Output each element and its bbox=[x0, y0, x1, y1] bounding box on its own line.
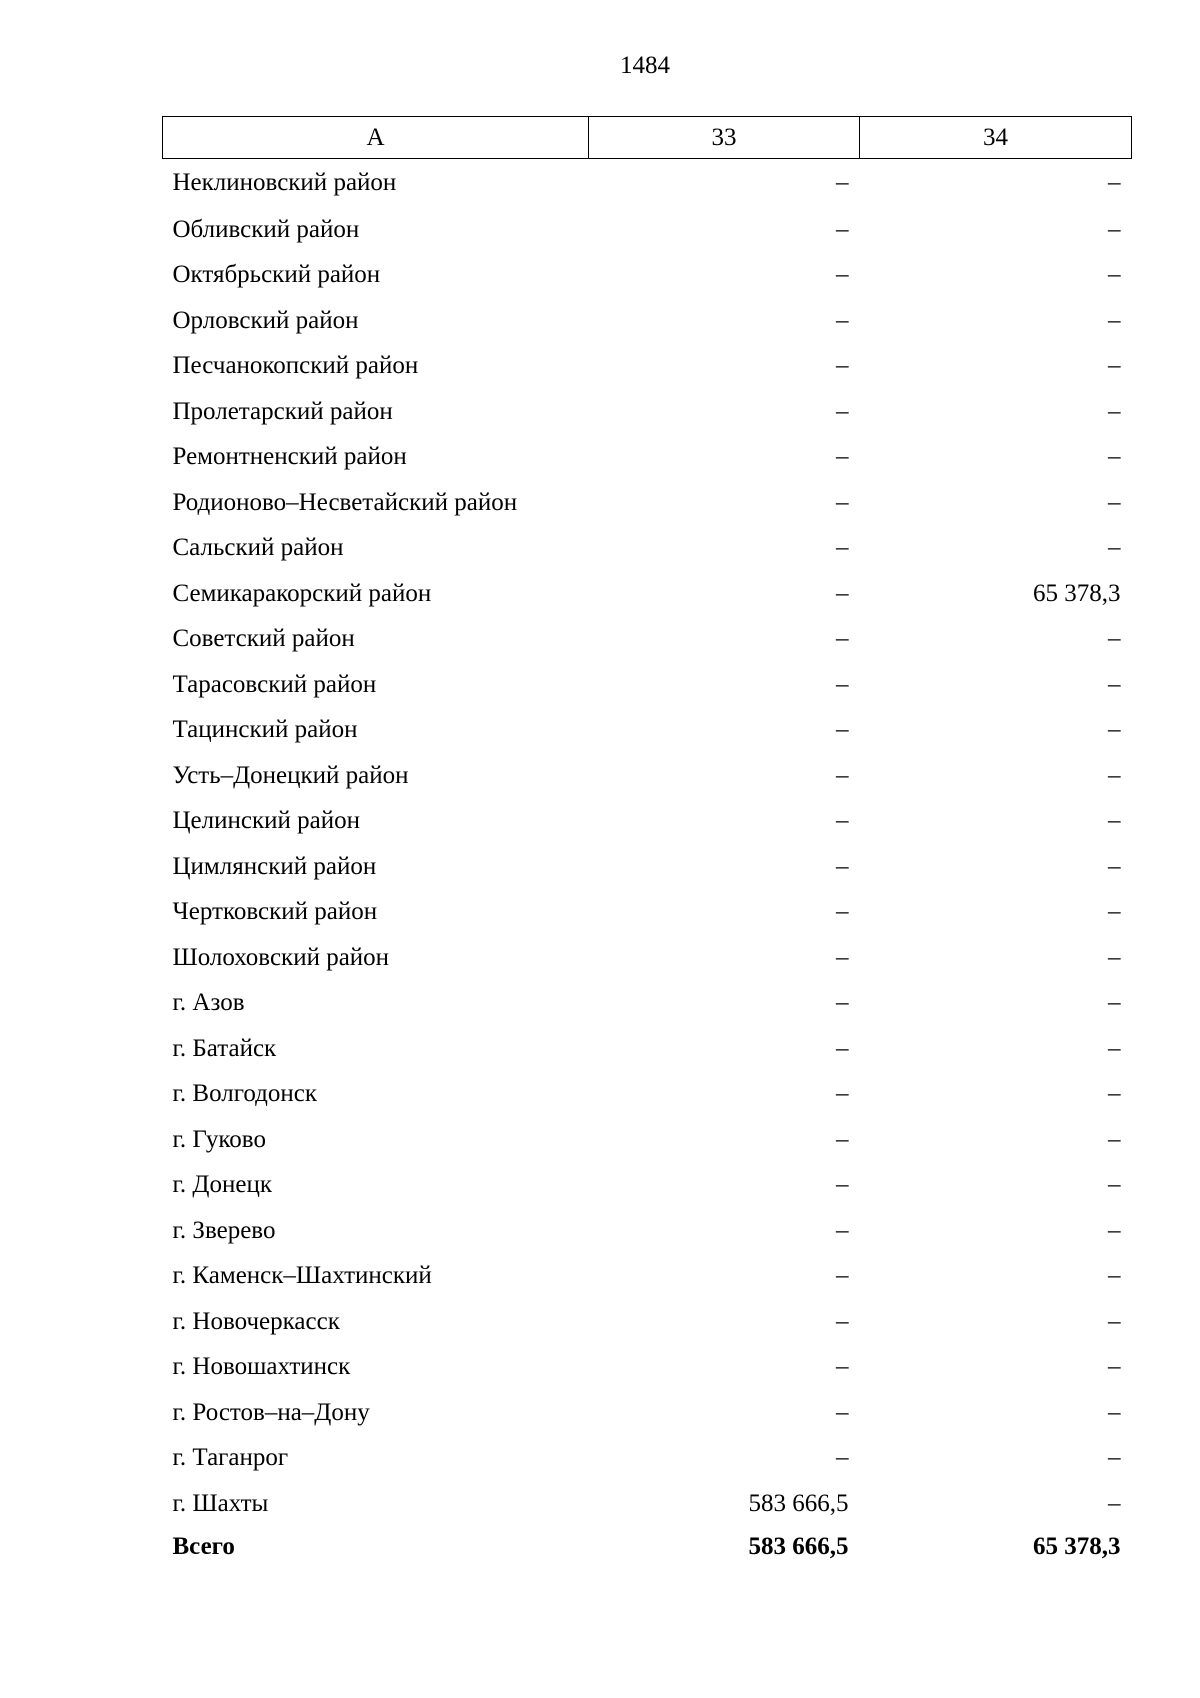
row-name: г. Донецк bbox=[172, 1171, 272, 1199]
table-row bbox=[163, 1117, 1132, 1163]
table-row bbox=[163, 159, 1132, 208]
table-row bbox=[163, 708, 1132, 754]
row-value-33: – bbox=[836, 306, 849, 334]
row-value-33: – bbox=[836, 215, 849, 243]
header-cell-34: 34 bbox=[860, 117, 1132, 159]
row-name: г. Новошахтинск bbox=[172, 1353, 351, 1381]
row-value-34: – bbox=[1108, 261, 1121, 289]
table-row bbox=[163, 662, 1132, 708]
header-row bbox=[163, 117, 1132, 159]
table-row bbox=[163, 298, 1132, 344]
row-name: г. Зверево bbox=[172, 1216, 276, 1244]
row-name: Усть–Донецкий район bbox=[172, 761, 409, 789]
row-value-33: – bbox=[836, 1125, 849, 1153]
row-value-34: – bbox=[1108, 1216, 1121, 1244]
table-row bbox=[163, 1072, 1132, 1118]
table-body bbox=[163, 159, 1132, 1567]
row-value-34: – bbox=[1108, 716, 1121, 744]
row-value-33: – bbox=[836, 852, 849, 880]
table-row bbox=[163, 799, 1132, 845]
table-row bbox=[163, 571, 1132, 617]
row-value-33: – bbox=[836, 397, 849, 425]
header-cell-33: 33 bbox=[589, 117, 860, 159]
row-value-33: – bbox=[836, 989, 849, 1017]
row-value-33: – bbox=[836, 943, 849, 971]
row-value-33: – bbox=[836, 807, 849, 835]
table-row bbox=[163, 1208, 1132, 1254]
row-name: Семикаракорский район bbox=[172, 579, 432, 607]
row-value-33: – bbox=[836, 261, 849, 289]
row-name: Октябрьский район bbox=[172, 261, 381, 289]
table-row bbox=[163, 844, 1132, 890]
row-value-33: – bbox=[836, 1307, 849, 1335]
row-name: Шолоховский район bbox=[172, 943, 390, 971]
row-value-34: – bbox=[1108, 670, 1121, 698]
table-row bbox=[163, 480, 1132, 526]
row-value-34: – bbox=[1108, 488, 1121, 516]
row-name: Пролетарский район bbox=[172, 397, 393, 425]
row-value-33: – bbox=[836, 579, 849, 607]
row-name: Тарасовский район bbox=[172, 670, 377, 698]
row-value-34: – bbox=[1108, 1034, 1121, 1062]
row-value-33: – bbox=[836, 169, 849, 196]
total-value-34: 65 378,3 bbox=[1033, 1532, 1121, 1560]
row-value-33: – bbox=[836, 898, 849, 926]
table-row bbox=[163, 753, 1132, 799]
row-value-34: – bbox=[1108, 215, 1121, 243]
row-value-34: – bbox=[1108, 1171, 1121, 1199]
row-name: Орловский район bbox=[172, 306, 359, 334]
table-row bbox=[163, 981, 1132, 1027]
table-row bbox=[163, 617, 1132, 663]
row-value-34: – bbox=[1108, 898, 1121, 926]
row-value-34: – bbox=[1108, 625, 1121, 653]
table-row bbox=[163, 935, 1132, 981]
page-number: 1484 bbox=[620, 52, 670, 79]
table-row bbox=[163, 1299, 1132, 1345]
header-cell-a: А bbox=[163, 117, 589, 159]
row-value-34: – bbox=[1108, 397, 1121, 425]
table-row bbox=[163, 1390, 1132, 1436]
row-value-34: – bbox=[1108, 989, 1121, 1017]
total-label: Всего bbox=[172, 1532, 235, 1560]
row-value-34: – bbox=[1108, 1125, 1121, 1153]
row-value-33: – bbox=[836, 1034, 849, 1062]
row-name: г. Новочеркасск bbox=[172, 1307, 340, 1335]
row-name: г. Гуково bbox=[172, 1125, 266, 1153]
row-name: г. Батайск bbox=[172, 1034, 277, 1062]
row-value-34: – bbox=[1108, 352, 1121, 380]
table-row bbox=[163, 253, 1132, 299]
table-row bbox=[163, 1254, 1132, 1300]
table-row bbox=[163, 526, 1132, 572]
row-value-33: – bbox=[836, 488, 849, 516]
row-name: Родионово–Несветайский район bbox=[172, 488, 518, 516]
table-header bbox=[163, 117, 1132, 159]
total-row bbox=[163, 1527, 1132, 1567]
row-value-33: – bbox=[836, 761, 849, 789]
row-value-34: – bbox=[1108, 807, 1121, 835]
row-value-34: 65 378,3 bbox=[1033, 579, 1121, 607]
row-value-33: – bbox=[836, 1171, 849, 1199]
row-name: г. Волгодонск bbox=[172, 1080, 318, 1108]
row-name: г. Каменск–Шахтинский bbox=[172, 1262, 432, 1290]
row-value-33: – bbox=[836, 670, 849, 698]
table-row bbox=[163, 1026, 1132, 1072]
row-value-34: – bbox=[1108, 852, 1121, 880]
row-name: г. Шахты bbox=[172, 1489, 269, 1517]
row-name: Чертковский район bbox=[172, 898, 378, 926]
row-name: г. Таганрог bbox=[172, 1444, 289, 1472]
table-row bbox=[163, 344, 1132, 390]
row-value-34: – bbox=[1108, 1444, 1121, 1472]
row-value-33: – bbox=[836, 352, 849, 380]
table-row bbox=[163, 1163, 1132, 1209]
table-row bbox=[163, 435, 1132, 481]
row-value-34: – bbox=[1108, 1080, 1121, 1108]
row-value-33: – bbox=[836, 1444, 849, 1472]
row-value-33: – bbox=[836, 625, 849, 653]
data-table bbox=[162, 116, 1132, 1567]
table-row bbox=[163, 1345, 1132, 1391]
table-row bbox=[163, 1481, 1132, 1527]
row-value-33: – bbox=[836, 1262, 849, 1290]
data-table-container bbox=[162, 116, 1131, 1567]
row-name: Советский район bbox=[172, 625, 355, 653]
row-value-34: – bbox=[1108, 1353, 1121, 1381]
row-name: г. Азов bbox=[172, 989, 245, 1017]
row-value-34: – bbox=[1108, 943, 1121, 971]
row-name: Неклиновский район bbox=[172, 169, 397, 196]
row-value-34: – bbox=[1108, 1398, 1121, 1426]
row-value-34: – bbox=[1108, 306, 1121, 334]
table-row bbox=[163, 389, 1132, 435]
row-name: Ремонтненский район bbox=[172, 443, 407, 471]
total-value-33: 583 666,5 bbox=[748, 1532, 849, 1560]
row-name: г. Ростов–на–Дону bbox=[172, 1398, 370, 1426]
row-value-33: – bbox=[836, 443, 849, 471]
row-value-34: – bbox=[1108, 534, 1121, 562]
row-value-33: – bbox=[836, 534, 849, 562]
table-row bbox=[163, 1436, 1132, 1482]
row-value-33: – bbox=[836, 1353, 849, 1381]
row-value-33: 583 666,5 bbox=[748, 1489, 849, 1517]
row-value-34: – bbox=[1108, 1262, 1121, 1290]
row-value-33: – bbox=[836, 1216, 849, 1244]
row-value-34: – bbox=[1108, 169, 1121, 196]
row-value-34: – bbox=[1108, 1489, 1121, 1517]
table-row bbox=[163, 207, 1132, 253]
row-value-34: – bbox=[1108, 1307, 1121, 1335]
row-name: Сальский район bbox=[172, 534, 344, 562]
table-row bbox=[163, 890, 1132, 936]
row-value-34: – bbox=[1108, 761, 1121, 789]
row-name: Целинский район bbox=[172, 807, 360, 835]
row-name: Обливский район bbox=[172, 215, 360, 243]
row-name: Тацинский район bbox=[172, 716, 358, 744]
row-name: Цимлянский район bbox=[172, 852, 377, 880]
row-value-33: – bbox=[836, 1080, 849, 1108]
row-value-34: – bbox=[1108, 443, 1121, 471]
row-value-33: – bbox=[836, 716, 849, 744]
row-value-33: – bbox=[836, 1398, 849, 1426]
row-name: Песчанокопский район bbox=[172, 352, 419, 380]
